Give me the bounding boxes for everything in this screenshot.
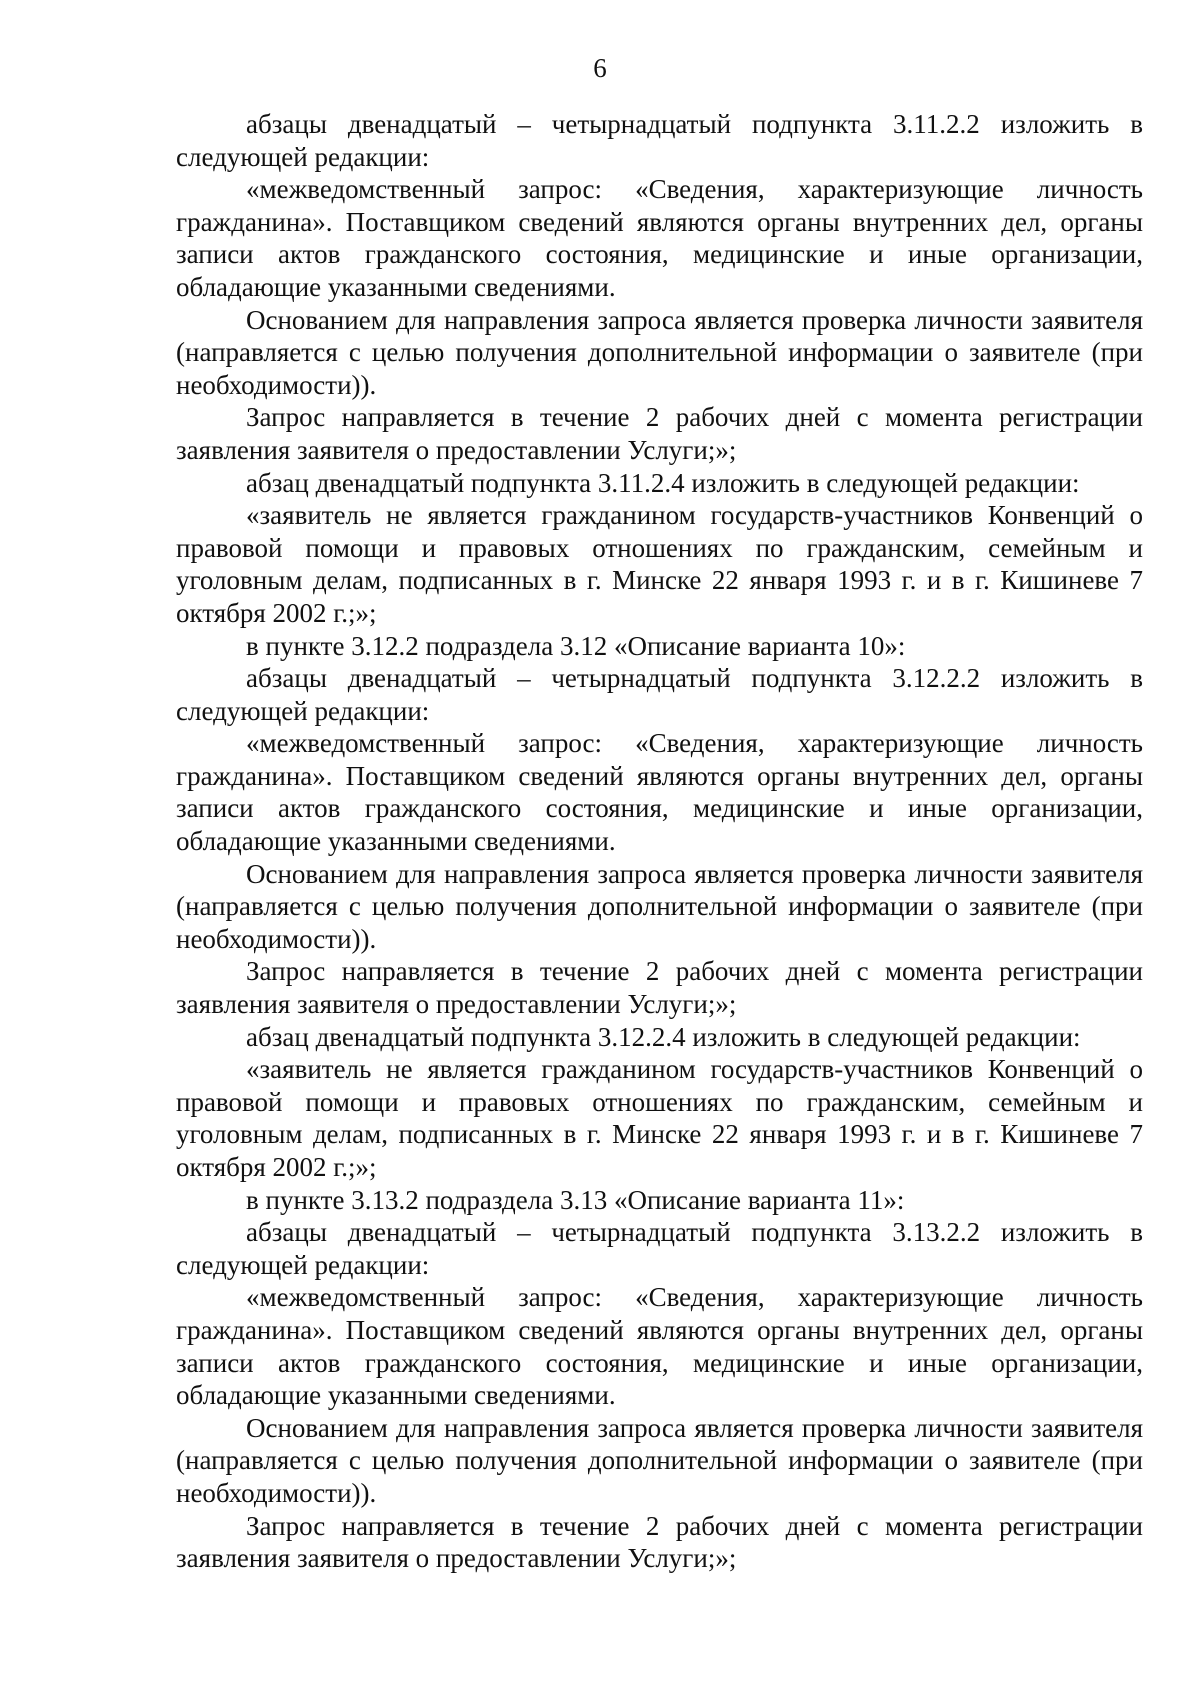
paragraph: абзац двенадцатый подпункта 3.12.2.4 изложить в следующей редакции:: [246, 1021, 1081, 1052]
paragraph: «заявитель не является гражданином государств-участников Конвенций о правовой помощи и правовых отношениях по гражданским, семейным и уголовным делам, подписанных в г. Минске 22 января 1993 г. и в г. Кишиневе 7 октября 2002 г.;»;: [176, 1054, 1143, 1182]
paragraph: абзацы двенадцатый – четырнадцатый подпункта 3.12.2.2 изложить в следующей редакции:: [176, 663, 1143, 726]
paragraph: «межведомственный запрос: «Сведения, характеризующие личность гражданина». Поставщиком сведений являются органы внутренних дел, органы записи актов гражданского состояния, медицинские и иные организации, обладающие указанными сведениями.: [176, 728, 1143, 857]
paragraph: Запрос направляется в течение 2 рабочих дней с момента регистрации заявления заявителя о предоставлении Услуги;»;: [176, 1510, 1143, 1574]
paragraph: абзац двенадцатый подпункта 3.11.2.4 изложить в следующей редакции:: [246, 467, 1080, 498]
paragraph: «межведомственный запрос: «Сведения, характеризующие личность гражданина». Поставщиком сведений являются органы внутренних дел, органы записи актов гражданского состояния, медицинские и иные организации, обладающие указанными сведениями.: [176, 1282, 1143, 1411]
paragraph: «межведомственный запрос: «Сведения, характеризующие личность гражданина». Поставщиком сведений являются органы внутренних дел, органы записи актов гражданского состояния, медицинские и иные организации, обладающие указанными сведениями.: [176, 174, 1143, 302]
page-number: 6: [593, 53, 607, 83]
paragraph: Основанием для направления запроса является проверка личности заявителя (направляется с целью получения дополнительной информации о заявителе (при необходимости)).: [176, 304, 1143, 400]
paragraph: абзацы двенадцатый – четырнадцатый подпункта 3.13.2.2 изложить в следующей редакции:: [176, 1217, 1143, 1280]
paragraph: Основанием для направления запроса является проверка личности заявителя (направляется с целью получения дополнительной информации о заявителе (при необходимости)).: [176, 858, 1143, 954]
paragraph: Запрос направляется в течение 2 рабочих дней с момента регистрации заявления заявителя о предоставлении Услуги;»;: [176, 956, 1143, 1020]
paragraph: «заявитель не является гражданином государств-участников Конвенций о правовой помощи и правовых отношениях по гражданским, семейным и уголовным делам, подписанных в г. Минске 22 января 1993 г. и в г. Кишиневе 7 октября 2002 г.;»;: [176, 500, 1143, 628]
paragraph: Основанием для направления запроса является проверка личности заявителя (направляется с целью получения дополнительной информации о заявителе (при необходимости)).: [176, 1412, 1143, 1508]
paragraph: абзацы двенадцатый – четырнадцатый подпункта 3.11.2.2 изложить в следующей редакции:: [176, 109, 1143, 172]
paragraph: в пункте 3.13.2 подраздела 3.13 «Описание варианта 11»:: [246, 1184, 905, 1215]
document-body: [176, 108, 1143, 1575]
paragraph: в пункте 3.12.2 подраздела 3.12 «Описание варианта 10»:: [246, 630, 906, 661]
paragraph: Запрос направляется в течение 2 рабочих дней с момента регистрации заявления заявителя о предоставлении Услуги;»;: [176, 402, 1143, 465]
